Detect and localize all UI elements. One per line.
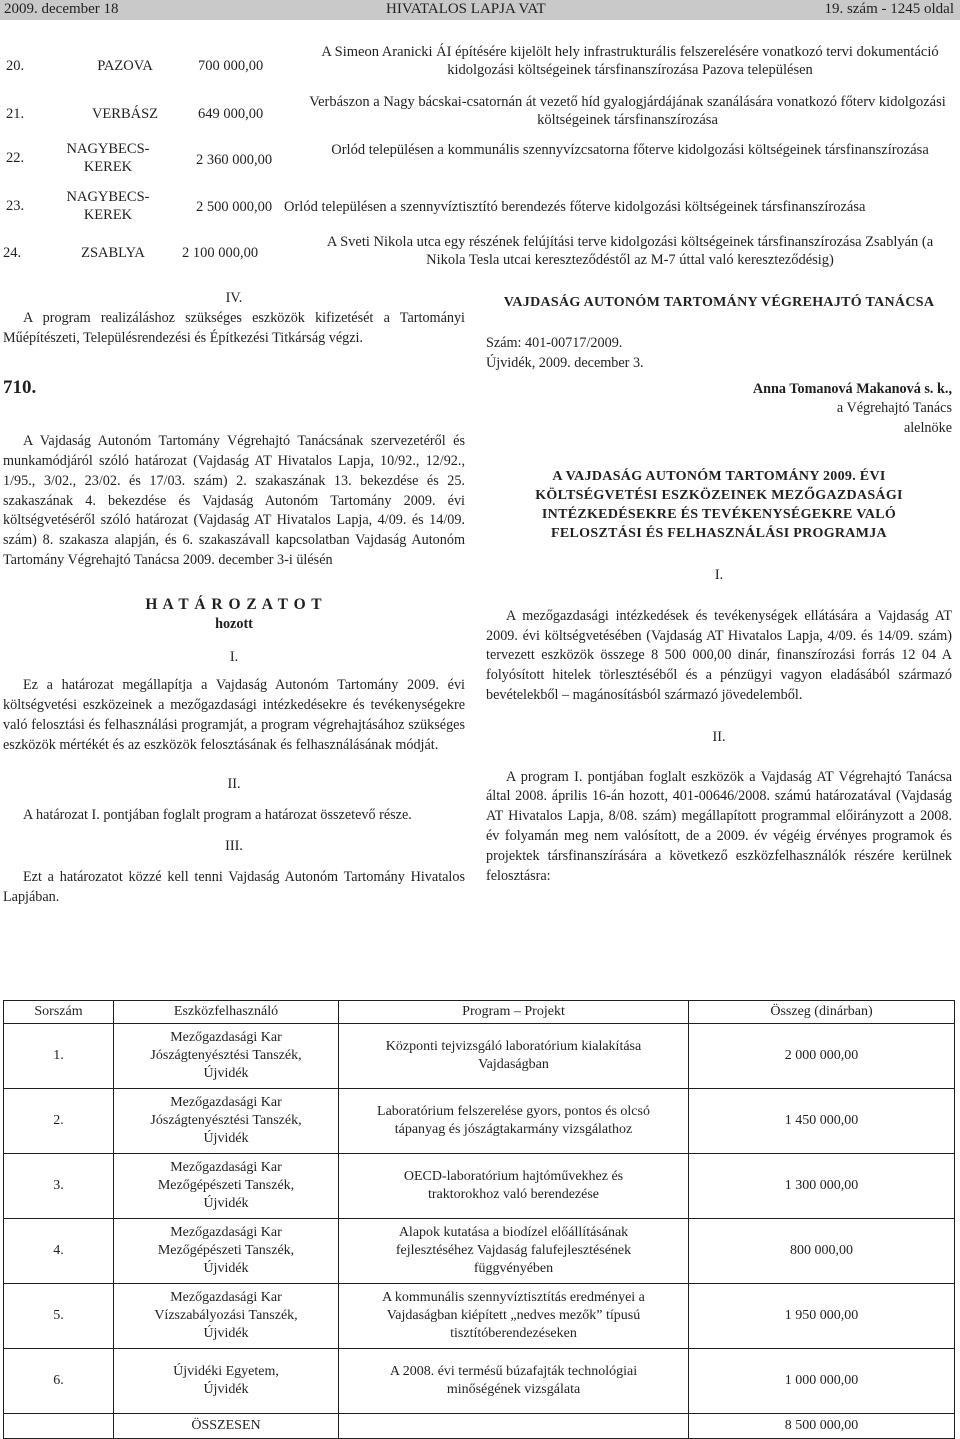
column-header: Összeg (dinárban) [689, 1001, 955, 1024]
program-project: OECD-laboratórium hajtóművekhez és traktorokhoz való berendezése [339, 1154, 689, 1219]
table-row [4, 1219, 955, 1284]
municipality-name: NAGYBECS-KEREK [66, 189, 150, 223]
table-row [4, 1089, 955, 1154]
signer-name: Anna Tomanová Makanová s. k., [752, 380, 952, 397]
preamble: A Vajdaság Autonóm Tartomány Végrehajtó Tanácsának szervezetéről és munkamódjáról szóló határozat (Vajdaság AT Hivatalos Lapja, 10/92., 12/92., 1/95., 3/02., 23/02. és 17/03. szám) 2. szakaszának 13. bekezdése és 25. szakaszának 4. bekezdése és Vajdaság Autonóm Tartomány 2009. évi költségvetéséről szóló határozat (Vajdaság AT Hivatalos Lapja, 4/09. és 14/09. szám) 8. szakasza alapján, és 6. szakaszávall kapcsolatban Vajdaság Autonóm Tartomány Végrehajtó Tanácsa 2009. december 3-i ülésén [3, 433, 465, 568]
project-description: Orlód településen a kommunális szennyvízcsatorna főterve kidolgozási költségeinek társfinanszírozása [331, 142, 929, 158]
municipality-name: PAZOVA [97, 58, 153, 74]
right-column [486, 293, 952, 886]
row-number: 4. [4, 1219, 114, 1284]
table-header-row [4, 1001, 955, 1024]
header-date: 2009. december 18 [4, 1, 119, 17]
row-number: 6. [4, 1349, 114, 1414]
amount: 2 500 000,00 [196, 199, 273, 215]
section-heading: II. [712, 728, 726, 745]
beneficiary: Mezőgazdasági Kar Vízszabályozási Tanszék, Újvidék [114, 1284, 339, 1349]
project-description: A Simeon Aranicki ÁI építésére kijelölt hely infrastrukturális felszerelésére vonatkozó tervi dokumentáció kidolgozási költségeinek társfinanszírozása Pazova településen [321, 44, 939, 78]
beneficiary: Mezőgazdasági Kar Jószágtenyésztési Tanszék, Újvidék [114, 1024, 339, 1089]
project-description: Orlód településen a szennyvíztisztító berendezés főterve kidolgozási költségeinek társfinanszírozása [284, 199, 866, 215]
decision-subheading: hozott [215, 615, 253, 632]
row-number: 21. [6, 106, 25, 122]
paragraph: A program realizáláshoz szükséges eszközök kifizetését a Tartományi Műépítészeti, Településrendezési és Építkezési Titkárság végzi. [3, 309, 465, 346]
total-amount: 8 500 000,00 [689, 1414, 955, 1439]
amount: 1 000 000,00 [689, 1349, 955, 1414]
amount: 649 000,00 [198, 106, 264, 122]
row-number: 24. [3, 245, 22, 261]
beneficiary: Mezőgazdasági Kar Mezőgépészeti Tanszék, Újvidék [114, 1219, 339, 1284]
left-column [3, 289, 465, 907]
program-title: A VAJDASÁG AUTONÓM TARTOMÁNY 2009. ÉVI KÖLTSÉGVETÉSI ESZKÖZEINEK MEZŐGAZDASÁGI INTÉZKEDÉSEKRE ÉS TEVÉKENYSÉGEKRE VALÓ FELOSZTÁSI ÉS FELHASZNÁLÁSI PROGRAMJA [535, 468, 903, 541]
allocation-table [3, 1000, 955, 1439]
beneficiary: Újvidéki Egyetem, Újvidék [114, 1349, 339, 1414]
column-header: Eszközfelhasználó [114, 1001, 339, 1024]
amount: 1 450 000,00 [689, 1089, 955, 1154]
signer-role: alelnöke [903, 420, 952, 437]
section-heading: II. [227, 776, 241, 793]
total-empty-cell [339, 1414, 689, 1439]
document-number: Szám: 401-00717/2009. [486, 335, 623, 351]
table-row [4, 1284, 955, 1349]
row-number: 1. [4, 1024, 114, 1089]
section-heading: I. [229, 649, 239, 666]
row-number: 23. [6, 198, 25, 214]
amount: 800 000,00 [689, 1219, 955, 1284]
paragraph: A program I. pontjában foglalt eszközök a Vajdaság AT Végrehajtó Tanácsa által 2008. április 16-án hozott, 401-00646/2008. számú határozatával (Vajdaság AT Hivatalos Lapja, 8/08. szám) megállapított programmal előirányzott a 2008. év folyamán meg nem valósított, de a 2009. év végéig érvényes programok és projektek társfinanszírására a következő eszközfelhasználók részére kerülnek felosztásra: [486, 768, 952, 884]
project-description: A Sveti Nikola utca egy részének felújítási terve kidolgozási költségeinek társfinanszírozása Zsablyán (a Nikola Tesla utcai kereszteződéstől az M-7 úttal való kereszteződésig) [326, 234, 934, 268]
row-number: 2. [4, 1089, 114, 1154]
table-row [4, 1349, 955, 1414]
amount: 1 300 000,00 [689, 1154, 955, 1219]
program-project: Alapok kutatása a biodízel előállításának fejlesztéséhez Vajdaság falufejlesztésének függvényében [339, 1219, 689, 1284]
signer-role: a Végrehajtó Tanács [836, 400, 952, 417]
page-header [0, 0, 960, 20]
municipality-name: NAGYBECS-KEREK [66, 141, 150, 175]
total-row [4, 1414, 955, 1439]
program-project: Laboratórium felszerelése gyors, pontos és olcsó tápanyag és jószágtakarmány vizsgálathoz [339, 1089, 689, 1154]
row-number: 20. [6, 58, 25, 74]
total-empty-cell [4, 1414, 114, 1439]
program-project: Központi tejvizsgáló laboratórium kialakítása Vajdaságban [339, 1024, 689, 1089]
row-number: 22. [6, 150, 25, 166]
paragraph: A mezőgazdasági intézkedések és tevékenységek ellátására a Vajdaság AT 2009. évi költségvetésében (Vajdaság AT Hivatalos Lapja, 4/09. és 14/09. szám) tervezett eszközök összege 8 500 000,00 dinár, finanszírozási forrás 12 04 A folyósított hitelek törlesztéséből és a pénzügyi vagyon eladásából származó bevételekből – magánosításból származó jövedelemből. [486, 607, 952, 703]
place-date: Újvidék, 2009. december 3. [486, 354, 644, 371]
amount: 1 950 000,00 [689, 1284, 955, 1349]
column-header: Sorszám [4, 1001, 114, 1024]
project-description: Verbászon a Nagy bácskai-csatornán át vezető híd gyalogjárdájának szanálására vonatkozó főterv kidolgozási költségeinek társfinanszírozása [309, 94, 946, 128]
amount: 2 360 000,00 [196, 152, 273, 168]
municipality-name: VERBÁSZ [91, 106, 159, 122]
section-heading: I. [714, 566, 724, 583]
council-heading: VAJDASÁG AUTONÓM TARTOMÁNY VÉGREHAJTÓ TANÁCSA [503, 295, 935, 310]
beneficiary: Mezőgazdasági Kar Jószágtenyésztési Tanszék, Újvidék [114, 1089, 339, 1154]
amount: 700 000,00 [198, 58, 264, 74]
paragraph: A határozat I. pontjában foglalt program a határozat összetevő része. [23, 807, 412, 824]
municipality-name: ZSABLYA [81, 245, 145, 261]
section-heading: III. [225, 837, 243, 854]
paragraph: Ez a határozat megállapítja a Vajdaság Autonóm Tartomány 2009. évi költségvetési eszközeinek a mezőgazdasági intézkedésekre és tevékenységekre való felosztási és felhasználási programját, a program végrehajtásához szükséges eszközök mértékét és az eszközök felosztásának és felhasználásának módját. [3, 677, 465, 753]
header-page: 19. szám - 1245 oldal [824, 1, 954, 17]
section-heading: IV. [225, 290, 243, 306]
amount: 2 100 000,00 [182, 245, 259, 261]
column-header: Program – Projekt [339, 1001, 689, 1024]
act-number: 710. [3, 377, 37, 399]
program-project: A kommunális szennyvíztisztítás eredményei a Vajdaságban kiépített „nedves mezők” típusú tisztítóberendezéseken [339, 1284, 689, 1349]
header-title: HIVATALOS LAPJA VAT [386, 1, 546, 17]
program-project: A 2008. évi termésű búzafajták technológiai minőségének vizsgálata [339, 1349, 689, 1414]
table-row [4, 1154, 955, 1219]
row-number: 3. [4, 1154, 114, 1219]
decision-heading: H A T Á R O Z A T O T [145, 595, 323, 613]
beneficiary: Mezőgazdasági Kar Mezőgépészeti Tanszék, Újvidék [114, 1154, 339, 1219]
amount: 2 000 000,00 [689, 1024, 955, 1089]
total-label: ÖSSZESEN [114, 1414, 339, 1439]
paragraph: Ezt a határozatot közzé kell tenni Vajdaság Autonóm Tartomány Hivatalos Lapjában. [3, 868, 465, 905]
row-number: 5. [4, 1284, 114, 1349]
table-row [4, 1024, 955, 1089]
